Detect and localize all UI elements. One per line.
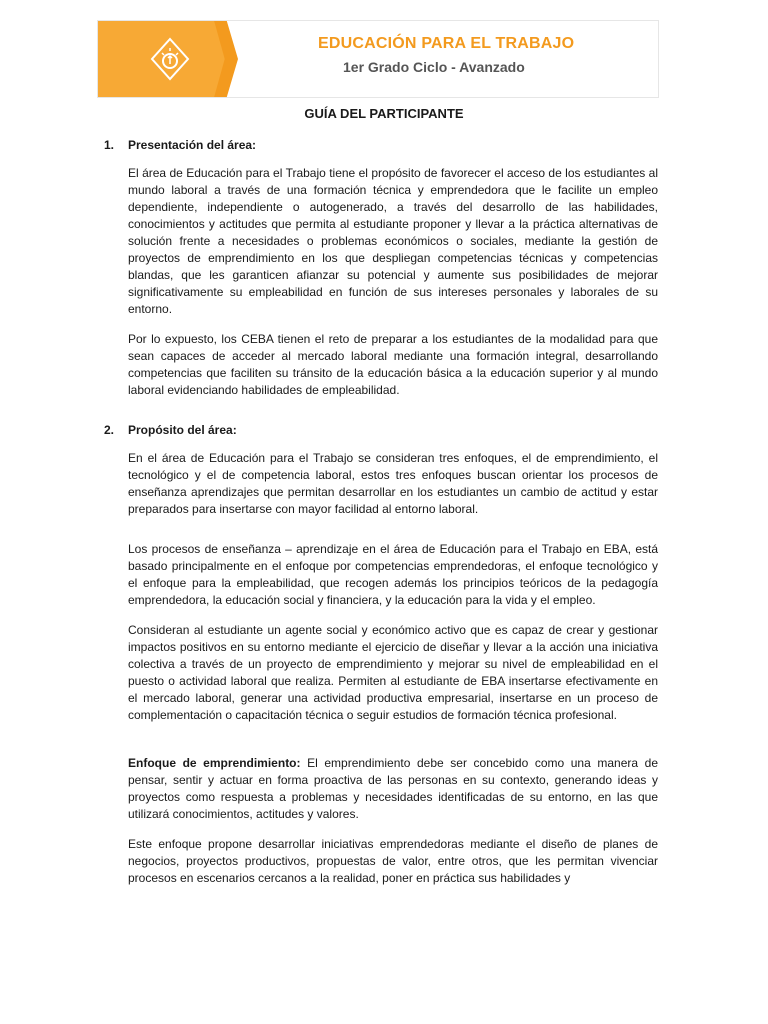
paragraph: El área de Educación para el Trabajo tiene el propósito de favorecer el acceso de los estudiantes al mundo laboral a través de una formación técnica y emprendedora que le facilite un empleo dependiente, independiente o autogenerado, a través del desarrollo de las habilidades, conocimientos y actitudes que permita al estudiante proponer y llevar a la práctica alternativas de solución frente a necesidades o problemas económicos o sociales, mediante la gestión de proyectos de emprendimiento en los que despliegan competencias técnicas y competencias blandas, que les garanticen afianzar su potencial y aumente sus posibilidades de mejorar significativamente su empleabilidad en función de sus intereses personales y laborales de su entorno. bbox=[128, 166, 658, 316]
section-heading bbox=[104, 422, 658, 439]
section-title: Presentación del área: bbox=[128, 138, 257, 152]
header-subtitle: 1er Grado Ciclo - Avanzado bbox=[343, 59, 525, 75]
paragraph: Por lo expuesto, los CEBA tienen el reto de preparar a los estudiantes de la modalidad para que sean capaces de acceder al mercado laboral mediante una formación integral, desarrollando competencias que faciliten su tránsito de la educación básica a la educación superior y al mundo laboral evidenciando habilidades de empleabilidad. bbox=[128, 332, 658, 397]
paragraph-label: Enfoque de emprendimiento: bbox=[128, 756, 301, 770]
paragraph: En el área de Educación para el Trabajo se consideran tres enfoques, el de emprendimiento, el tecnológico y el de competencia laboral, estos tres enfoques buscan orientar los procesos de enseñanza aprendizajes que permitan desarrollar en los estudiantes un cambio de actitud y estar preparados para insertarse con mayor facilidad al entorno laboral. bbox=[128, 451, 658, 516]
section-title: Propósito del área: bbox=[128, 423, 237, 437]
paragraph: Consideran al estudiante un agente social y económico activo que es capaz de crear y gestionar impactos positivos en su entorno mediante el ejercicio de diseñar y llevar a la acción una iniciativa colectiva a través de un proyecto de emprendimiento y mejorar su nivel de empleabilidad en el puesto o actividad laboral que realiza. Permiten al estudiante de EBA insertarse efectivamente en el mercado laboral, generar una actividad productiva empresarial, insertarse en un proceso de complementación o capacitación técnica o seguir estudios de formación técnica profesional. bbox=[128, 623, 658, 722]
document-header bbox=[97, 20, 659, 98]
head-lightbulb-icon bbox=[146, 35, 194, 83]
document-body bbox=[104, 137, 658, 900]
paragraph: Los procesos de enseñanza – aprendizaje en el área de Educación para el Trabajo en EBA, está basado principalmente en el enfoque por competencias emprendedoras, el enfoque tecnológico y el enfoque para la empleabilidad, que recogen además los principios teóricos de la pedagogía emprendedora, la educación social y financiera, y la educación para la vida y el empleo. bbox=[128, 542, 658, 607]
paragraph bbox=[128, 755, 658, 823]
document-title: GUÍA DEL PARTICIPANTE bbox=[304, 106, 464, 121]
section-number: 1. bbox=[104, 138, 115, 152]
section-heading bbox=[104, 137, 658, 154]
paragraph: Este enfoque propone desarrollar iniciativas emprendedoras mediante el diseño de planes de negocios, proyectos productivos, propuestas de valor, entre otros, que les permitan vivenciar procesos en escenarios cercanos a la realidad, poner en práctica sus habilidades y bbox=[128, 837, 658, 885]
header-title: EDUCACIÓN PARA EL TRABAJO bbox=[318, 35, 575, 52]
paragraph-text: El emprendimiento debe ser concebido como una manera de pensar, sentir y actuar en forma proactiva de las personas en su contexto, generando ideas y proyectos como respuesta a problemas y necesidades identificadas de su entorno, en las que utilizará conocimientos, actitudes y valores. bbox=[128, 756, 658, 821]
section-number: 2. bbox=[104, 423, 115, 437]
